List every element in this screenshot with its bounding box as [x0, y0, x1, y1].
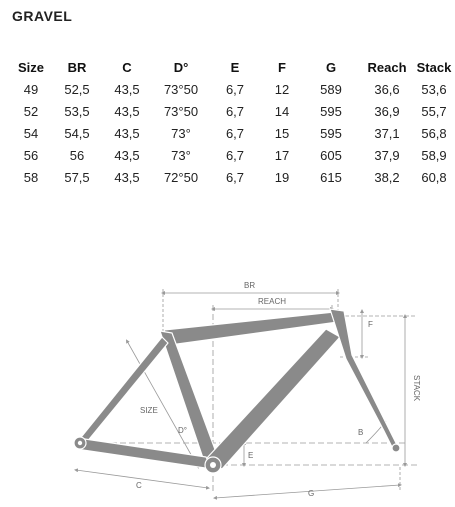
top-tube [164, 312, 338, 345]
frame-geometry-diagram [0, 255, 455, 507]
table-cell: 53,6 [421, 81, 447, 97]
table-cell: 6,7 [225, 147, 245, 163]
table-cell: 58,9 [421, 147, 447, 163]
seat-tube [160, 331, 220, 467]
table-cell: 14 [274, 103, 290, 119]
table-cell: 60,8 [421, 169, 447, 185]
table-cell: 56,8 [421, 125, 447, 141]
table-cell: 6,7 [225, 103, 245, 119]
table-row [8, 144, 454, 166]
header-br: BR [67, 59, 87, 75]
down-tube [206, 329, 340, 469]
table-cell: 55,7 [421, 103, 447, 119]
f-label: F [368, 320, 373, 329]
table-cell: 36,9 [374, 103, 400, 119]
header-size: Size [17, 59, 44, 75]
table-cell: 43,5 [114, 169, 140, 185]
table-cell: 6,7 [225, 125, 245, 141]
table-cell: 595 [320, 125, 342, 141]
table-cell: 589 [320, 81, 342, 97]
table-cell: 53,5 [64, 103, 90, 119]
table-row [8, 100, 454, 122]
table-cell: 43,5 [114, 103, 140, 119]
table-cell: 615 [320, 169, 342, 185]
table-cell: 43,5 [114, 147, 140, 163]
table-cell: 72°50 [163, 169, 199, 185]
bike-frame [74, 309, 400, 473]
header-reach: Reach [367, 59, 407, 75]
table-cell: 6,7 [225, 81, 245, 97]
table-cell: 54,5 [64, 125, 90, 141]
header-d: D° [173, 59, 189, 75]
table-cell: 73° [171, 147, 191, 163]
header-e: E [230, 59, 240, 75]
header-stack: Stack [416, 59, 452, 75]
stack-label: STACK [412, 375, 421, 402]
table-header-row [8, 56, 454, 78]
header-g: G [325, 59, 337, 75]
c-dimension-line [76, 470, 208, 488]
table-row [8, 166, 454, 188]
table-cell: 595 [320, 103, 342, 119]
table-cell: 49 [23, 81, 39, 97]
table-cell: 12 [274, 81, 290, 97]
table-cell: 605 [320, 147, 342, 163]
table-cell: 43,5 [114, 81, 140, 97]
table-cell: 37,1 [374, 125, 400, 141]
geometry-table [8, 56, 454, 188]
d-label: D° [178, 426, 187, 435]
page-title: GRAVEL [12, 8, 73, 24]
table-cell: 73° [171, 125, 191, 141]
c-label: C [136, 481, 142, 490]
header-f: F [278, 59, 286, 75]
table-cell: 19 [274, 169, 290, 185]
table-cell: 52 [23, 103, 39, 119]
head-tube-fork [330, 309, 398, 451]
br-label: BR [244, 281, 256, 290]
front-dropout [392, 444, 400, 452]
table-cell: 37,9 [374, 147, 400, 163]
table-cell: 58 [23, 169, 39, 185]
reach-label: REACH [258, 297, 287, 306]
table-cell: 52,5 [64, 81, 90, 97]
table-cell: 15 [274, 125, 290, 141]
table-cell: 73°50 [163, 103, 199, 119]
header-c: C [122, 59, 132, 75]
g-label: G [308, 489, 315, 498]
table-cell: 38,2 [374, 169, 400, 185]
table-cell: 57,5 [64, 169, 90, 185]
table-cell: 56 [23, 147, 39, 163]
table-row [8, 78, 454, 100]
table-cell: 43,5 [114, 125, 140, 141]
size-label: SIZE [140, 406, 158, 415]
table-cell: 56 [69, 147, 85, 163]
table-cell: 6,7 [225, 169, 245, 185]
table-row [8, 122, 454, 144]
table-cell: 54 [23, 125, 39, 141]
e-label: E [248, 451, 254, 460]
table-cell: 36,6 [374, 81, 400, 97]
table-cell: 17 [274, 147, 290, 163]
b-label: B [358, 428, 364, 437]
table-body [8, 78, 454, 188]
table-cell: 73°50 [163, 81, 199, 97]
